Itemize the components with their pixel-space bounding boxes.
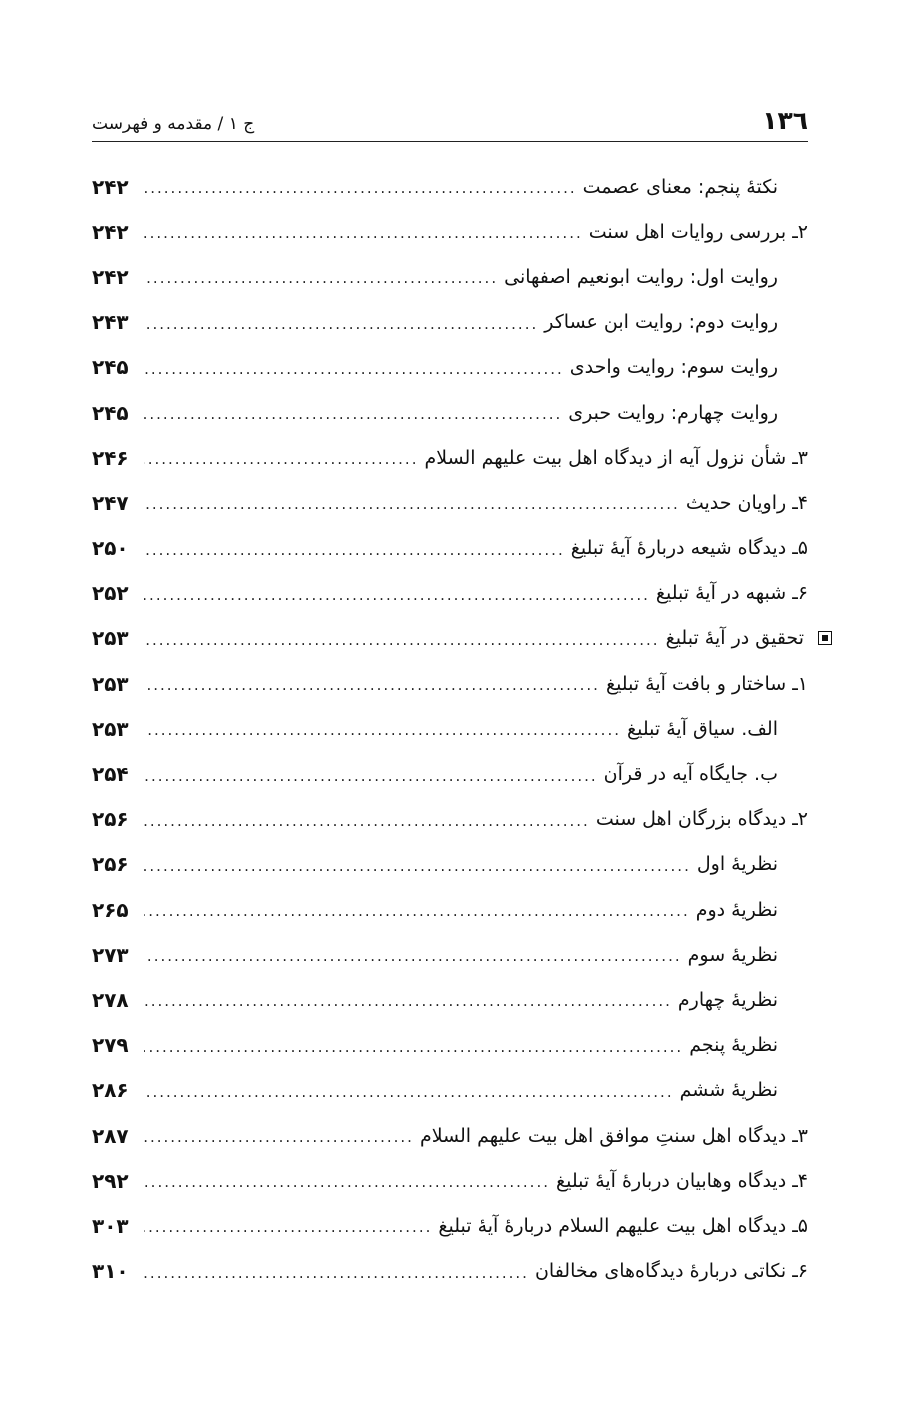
toc-entry bbox=[92, 1203, 808, 1248]
dot-leader bbox=[144, 226, 583, 241]
toc-entry-page: ٢۵٠ bbox=[92, 536, 129, 561]
dot-leader bbox=[144, 904, 690, 919]
toc-entry-title: ١ـ ساختار و بافت آیۀ تبلیغ bbox=[605, 672, 808, 695]
toc-entry bbox=[92, 526, 808, 571]
toc-entry-title: روایت سوم: روایت واحدی bbox=[569, 356, 778, 379]
toc-entry-page: ٢۵٣ bbox=[92, 626, 129, 651]
toc-entry-page: ٢۴٣ bbox=[92, 310, 129, 335]
dot-leader bbox=[144, 994, 672, 1009]
toc-entry bbox=[92, 300, 808, 345]
toc-entry-title: نظریۀ اول bbox=[696, 853, 778, 876]
toc-entry-title: ٢ـ بررسی روایات اهل سنت bbox=[588, 220, 808, 243]
toc-entry-page: ٢۴۶ bbox=[92, 445, 129, 470]
toc-entry bbox=[92, 1113, 808, 1158]
dot-leader bbox=[144, 949, 682, 964]
toc-entry-page: ٣١٠ bbox=[92, 1259, 129, 1284]
toc-entry-page: ٢٨۶ bbox=[92, 1078, 129, 1103]
toc-entry bbox=[92, 887, 808, 932]
running-title: ج ١ / مقدمه و فهرست bbox=[92, 114, 255, 134]
toc-entry-title: الف. سیاق آیۀ تبلیغ bbox=[627, 717, 778, 740]
toc-entry-title: ب. جایگاه آیه در قرآن bbox=[603, 763, 778, 786]
dot-leader bbox=[144, 1040, 683, 1055]
dot-leader bbox=[144, 181, 577, 196]
toc-entry-page: ٢٧٩ bbox=[92, 1033, 129, 1058]
toc-entry bbox=[92, 1158, 808, 1203]
toc-entry-page: ٣٠٣ bbox=[92, 1213, 129, 1238]
toc-entry-title: ۴ـ دیدگاه وهابیان دربارۀ آیۀ تبلیغ bbox=[556, 1169, 808, 1192]
dot-leader bbox=[144, 723, 621, 738]
toc-entry-page: ٢۴٧ bbox=[92, 490, 129, 515]
toc-entry-page: ٢۵۶ bbox=[92, 807, 129, 832]
toc-entry bbox=[92, 435, 808, 480]
toc-entry-title: روایت دوم: روایت ابن عساکر bbox=[544, 311, 778, 334]
toc-entry-page: ٢۴۵ bbox=[92, 355, 129, 380]
toc-entry-title: ۶ـ نکاتی دربارۀ دیدگاه‌های مخالفان bbox=[534, 1260, 808, 1283]
dot-leader bbox=[144, 407, 562, 422]
toc-entry-title: روایت چهارم: روایت حبری bbox=[568, 401, 778, 424]
toc-entry bbox=[92, 751, 808, 796]
toc-entry-page: ٢٨٧ bbox=[92, 1123, 129, 1148]
toc-entry-page: ٢۶۵ bbox=[92, 897, 129, 922]
toc-entry bbox=[92, 661, 808, 706]
toc-entry-page: ٢۴۵ bbox=[92, 400, 129, 425]
dot-leader bbox=[144, 543, 565, 558]
toc-entry bbox=[92, 1023, 808, 1068]
dot-leader bbox=[144, 588, 650, 603]
toc-entry bbox=[92, 164, 808, 209]
dot-leader bbox=[144, 859, 691, 874]
toc-entry bbox=[92, 571, 808, 616]
toc-entry bbox=[92, 480, 808, 525]
toc-entry-page: ٢۵٣ bbox=[92, 716, 129, 741]
toc-entry-page: ٢۵۴ bbox=[92, 762, 129, 787]
toc-entry-title: ۴ـ راویان حدیث bbox=[685, 491, 808, 514]
toc-entry-page: ٢۴٢ bbox=[92, 219, 129, 244]
dot-leader bbox=[144, 452, 418, 467]
toc-entry-page: ٢۴٢ bbox=[92, 174, 129, 199]
toc-entry-page: ٢٧٨ bbox=[92, 987, 129, 1012]
dot-leader bbox=[144, 1220, 432, 1235]
toc-entry-title: ۵ـ دیدگاه اهل بیت علیهم السلام دربارۀ آیۀ تبلیغ bbox=[438, 1214, 808, 1237]
toc-entry bbox=[92, 706, 808, 751]
toc-entry-title: نظریۀ ششم bbox=[679, 1079, 778, 1102]
toc-entry bbox=[92, 1068, 808, 1113]
dot-leader bbox=[144, 633, 660, 648]
toc-entry-page: ٢٧٣ bbox=[92, 942, 129, 967]
toc-entry-page: ٢۵۶ bbox=[92, 852, 129, 877]
toc-entry-title: ٣ـ دیدگاه اهل سنتِ موافق اهل بیت علیهم السلام bbox=[419, 1124, 808, 1147]
dot-leader bbox=[144, 497, 680, 512]
toc-entry bbox=[92, 1249, 808, 1294]
dot-leader bbox=[144, 1085, 674, 1100]
dot-leader bbox=[144, 1175, 550, 1190]
toc-entry bbox=[92, 390, 808, 435]
dot-leader bbox=[144, 1266, 529, 1281]
toc-entry bbox=[92, 977, 808, 1022]
toc-entry bbox=[92, 345, 808, 390]
toc-entry-page: ٢٩٢ bbox=[92, 1168, 129, 1193]
toc-entry bbox=[92, 932, 808, 977]
dot-leader bbox=[144, 678, 600, 693]
dot-leader bbox=[144, 317, 538, 332]
toc-entry bbox=[92, 254, 808, 299]
toc-entry-title: روایت اول: روایت ابونعیم اصفهانی bbox=[504, 265, 778, 288]
table-of-contents bbox=[92, 164, 808, 1294]
toc-entry-title: ۵ـ دیدگاه شیعه دربارۀ آیۀ تبلیغ bbox=[570, 537, 808, 560]
toc-entry-title: ٢ـ دیدگاه بزرگان اهل سنت bbox=[595, 808, 808, 831]
toc-entry-title: نظریۀ سوم bbox=[687, 943, 778, 966]
dot-leader bbox=[144, 271, 498, 286]
toc-section-heading bbox=[92, 616, 808, 661]
toc-entry-title: تحقیق در آیۀ تبلیغ bbox=[665, 627, 804, 650]
toc-entry-title: نظریۀ دوم bbox=[695, 898, 778, 921]
toc-entry-title: نکتۀ پنجم: معنای عصمت bbox=[582, 175, 778, 198]
page-number: ١٣٦ bbox=[762, 106, 808, 135]
square-bullet-icon bbox=[818, 631, 832, 645]
page-header bbox=[92, 92, 808, 142]
toc-entry bbox=[92, 797, 808, 842]
dot-leader bbox=[144, 769, 598, 784]
toc-entry-title: ۶ـ شبهه در آیۀ تبلیغ bbox=[655, 582, 808, 605]
toc-entry-page: ٢۵٣ bbox=[92, 671, 129, 696]
toc-entry-title: ٣ـ شأن نزول آیه از دیدگاه اهل بیت علیهم السلام bbox=[424, 446, 808, 469]
toc-entry-title: نظریۀ چهارم bbox=[677, 988, 778, 1011]
toc-entry-page: ٢۴٢ bbox=[92, 264, 129, 289]
dot-leader bbox=[144, 362, 564, 377]
toc-entry bbox=[92, 209, 808, 254]
dot-leader bbox=[144, 1130, 414, 1145]
toc-entry-title: نظریۀ پنجم bbox=[689, 1034, 778, 1057]
toc-entry-page: ٢۵٢ bbox=[92, 581, 129, 606]
toc-entry bbox=[92, 842, 808, 887]
dot-leader bbox=[144, 814, 590, 829]
